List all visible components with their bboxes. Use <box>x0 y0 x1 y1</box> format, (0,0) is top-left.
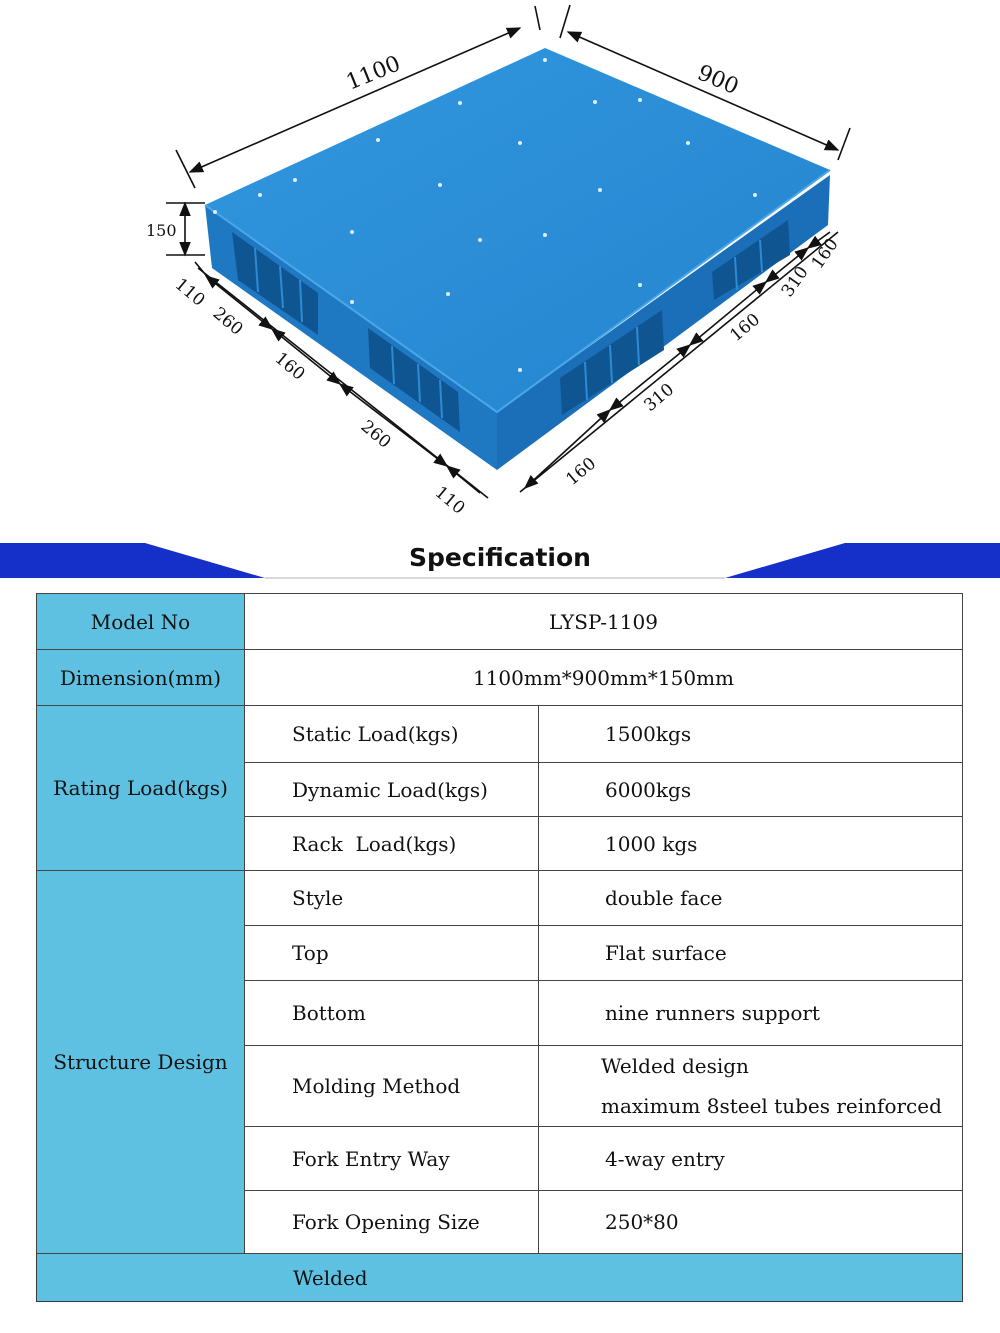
style-value: double face <box>539 871 963 926</box>
dim-height-label: 150 <box>146 221 177 240</box>
dim-right-4: 310 <box>777 262 813 301</box>
spec-row-style <box>37 871 963 926</box>
rack-load-label: Rack Load(kgs) <box>245 817 539 871</box>
spec-row-welded <box>37 1254 963 1302</box>
dim-front-3: 160 <box>270 348 309 385</box>
spec-row-model <box>37 594 963 650</box>
fork-entry-value: 4-way entry <box>539 1127 963 1191</box>
pallet-diagram <box>0 0 1000 530</box>
dynamic-load-label: Dynamic Load(kgs) <box>245 763 539 817</box>
dim-front-5: 110 <box>430 482 469 519</box>
dimension-value: 1100mm*900mm*150mm <box>245 650 963 706</box>
dim-width-label: 900 <box>693 60 743 100</box>
model-label: Model No <box>37 594 245 650</box>
dim-right-2: 310 <box>640 379 679 416</box>
dim-right-5: 160 <box>807 234 843 273</box>
model-value: LYSP-1109 <box>245 594 963 650</box>
molding-method-label: Molding Method <box>245 1046 539 1127</box>
top-label: Top <box>245 926 539 981</box>
fork-opening-value: 250*80 <box>539 1191 963 1254</box>
molding-method-value <box>539 1046 963 1127</box>
spec-row-dimension <box>37 650 963 706</box>
static-load-label: Static Load(kgs) <box>245 706 539 763</box>
dimension-label: Dimension(mm) <box>37 650 245 706</box>
dim-right-1: 160 <box>562 453 601 490</box>
molding-method-line1: Welded design <box>601 1054 749 1078</box>
spec-table <box>36 593 963 1302</box>
pallet-illustration <box>205 48 830 470</box>
molding-method-line2: maximum 8steel tubes reinforced <box>601 1094 942 1118</box>
dim-length-label: 1100 <box>342 51 405 96</box>
dim-front-4: 260 <box>356 416 395 453</box>
pallet-top-deck <box>205 48 830 412</box>
bottom-value: nine runners support <box>539 981 963 1046</box>
welded-label: Welded <box>37 1254 963 1302</box>
dynamic-load-value: 6000kgs <box>539 763 963 817</box>
top-value: Flat surface <box>539 926 963 981</box>
rack-load-value: 1000 kgs <box>539 817 963 871</box>
structure-design-label: Structure Design <box>37 871 245 1254</box>
style-label: Style <box>245 871 539 926</box>
dim-front-1: 110 <box>170 274 209 311</box>
static-load-value: 1500kgs <box>539 706 963 763</box>
spec-row-static-load <box>37 706 963 763</box>
rating-load-label: Rating Load(kgs) <box>37 706 245 871</box>
spec-title: Specification <box>409 543 591 572</box>
dim-right-3: 160 <box>726 309 765 346</box>
fork-opening-label: Fork Opening Size <box>245 1191 539 1254</box>
fork-entry-label: Fork Entry Way <box>245 1127 539 1191</box>
bottom-label: Bottom <box>245 981 539 1046</box>
dim-front-2: 260 <box>208 303 247 340</box>
